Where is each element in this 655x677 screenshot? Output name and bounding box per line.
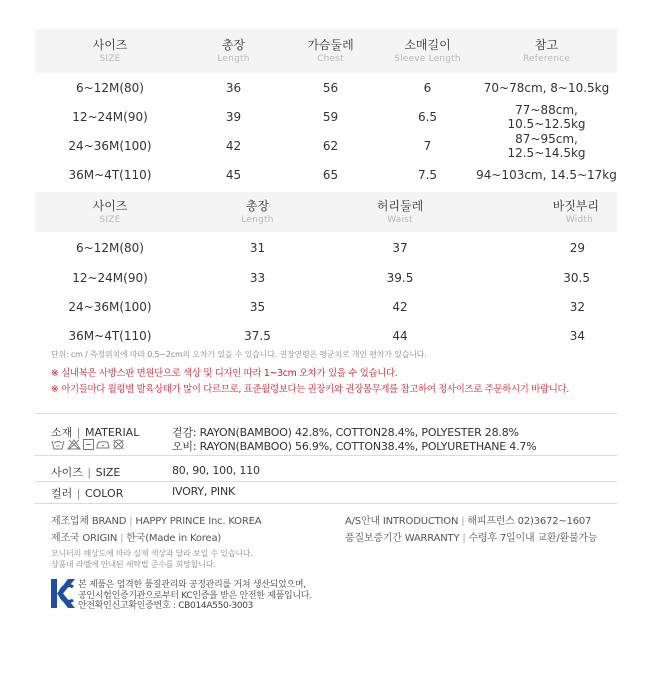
cell-length: 42 [225, 138, 242, 153]
cell-width: 34 [569, 328, 585, 343]
brand-info: 제조업체 BRAND | HAPPY PRINCE Inc. KOREA [51, 516, 262, 527]
origin-info: 제조국 ORIGIN | 한국(Made in Korea) [51, 533, 222, 544]
cell-reference: 87~95cm, 12.5~14.5kg [507, 131, 586, 160]
cell-width: 29 [569, 240, 585, 255]
size-value: 80, 90, 100, 110 [172, 464, 260, 477]
cell-chest: 56 [322, 80, 339, 95]
header-reference: 참고 Reference [476, 29, 617, 73]
cell-length: 35 [249, 299, 266, 314]
size-notes [51, 349, 631, 398]
color-label: 컬러 | COLOR [51, 487, 124, 500]
cell-length: 36 [225, 80, 242, 95]
cell-width: 32 [569, 299, 585, 314]
table-row [35, 102, 617, 131]
cell-size: 12~24M(90) [72, 109, 148, 124]
table-header-row [35, 29, 617, 73]
table-row [35, 160, 617, 189]
cell-width: 30.5 [563, 270, 590, 285]
bottom-size-table [35, 192, 617, 350]
cell-size: 6~12M(80) [76, 240, 144, 255]
header-size: 사이즈 SIZE [35, 192, 185, 232]
cell-size: 12~24M(90) [72, 270, 148, 285]
cell-length: 39 [225, 109, 242, 124]
cell-sleeve: 6.5 [417, 109, 438, 124]
header-chest: 가슴둘레 Chest [282, 29, 379, 73]
color-value: IVORY, PINK [172, 485, 236, 498]
as-info: A/S안내 INTRODUCTION | 해피프런스 02)3672~1607 [345, 516, 592, 527]
cell-chest: 62 [322, 138, 339, 153]
cell-length: 31 [249, 240, 266, 255]
monitor-note: 모니터의 해상도에 따라 실제 색상과 달라 보일 수 있습니다. [51, 549, 253, 558]
material-label: 소재 | MATERIAL [51, 426, 140, 439]
table-row [35, 263, 617, 292]
cell-length: 37.5 [244, 328, 271, 343]
divider [35, 481, 617, 482]
cell-reference: 94~103cm, 14.5~17kg [476, 167, 617, 182]
cell-size: 24~36M(100) [68, 299, 152, 314]
size-label: 사이즈 | SIZE [51, 466, 121, 479]
header-sleeve-length: 소매길이 Sleeve Length [379, 29, 476, 73]
header-length: 총장 Length [185, 29, 282, 73]
divider [35, 503, 617, 504]
cell-sleeve: 7 [423, 138, 432, 153]
hand-wash-icon [51, 439, 65, 450]
header-length: 총장 Length [185, 192, 330, 232]
cell-waist: 42 [392, 299, 408, 314]
warranty-info: 품질보증기간 WARRANTY | 수령후 7일이내 교환/환불가능 [345, 533, 598, 544]
cell-chest: 65 [322, 167, 339, 182]
cell-reference: 77~88cm, 10.5~12.5kg [507, 102, 586, 131]
table-row [35, 321, 617, 350]
cell-size: 36M~4T(110) [68, 167, 152, 182]
table-row [35, 292, 617, 321]
cell-chest: 59 [322, 109, 339, 124]
material-outer: 겉감: RAYON(BAMBOO) 42.8%, COTTON28.4%, POLYESTER 28.8% [172, 426, 519, 439]
laundry-note: 상품내 라벨에 안내된 세탁법 준수를 희망합니다. [51, 560, 216, 569]
cell-size: 36M~4T(110) [68, 328, 152, 343]
cell-sleeve: 7.5 [417, 167, 438, 182]
no-bleach-icon [67, 439, 81, 450]
divider [35, 455, 617, 456]
no-dry-clean-icon [112, 439, 125, 450]
sizing-warning: ※ 아기들마다 월령별 발육상태가 많이 다르므로, 표준월령보다는 권장키와 권장몸무게를 참고하여 정사이즈로 주문하시기 바랍니다. [51, 384, 569, 395]
table-row [35, 73, 617, 102]
cell-size: 6~12M(80) [76, 80, 144, 95]
material-trim: 오비: RAYON(BAMBOO) 56.9%, COTTON38.4%, POLYURETHANE 4.7% [172, 440, 537, 453]
kc-mark-icon [51, 579, 75, 608]
header-width: 바짓부리 Width [470, 192, 617, 232]
header-size: 사이즈 SIZE [35, 29, 185, 73]
cell-sleeve: 6 [423, 80, 432, 95]
table-row [35, 232, 617, 263]
header-waist: 허리둘레 Waist [330, 192, 470, 232]
cell-waist: 39.5 [386, 270, 414, 285]
cell-length: 33 [249, 270, 266, 285]
cell-size: 24~36M(100) [68, 138, 152, 153]
cell-waist: 44 [392, 328, 408, 343]
measurement-note: 단위: cm / 측정위치에 따라 0.5~2cm의 오차가 있을 수 있습니다. 권장연령은 평균치로 개인 편차가 있습니다. [51, 350, 427, 359]
kc-certification-text: 본 제품은 엄격한 품질관리와 공정관리를 거쳐 생산되었으며, 공인시험인증기관으로부터 KC인증을 받은 안전한 제품입니다. 안전확인신고확인증번호 : CB014A550-3003 [78, 580, 312, 611]
table-row [35, 131, 617, 160]
top-size-table [35, 29, 617, 189]
fabric-warning: ※ 실내복은 사방스판 면원단으로 색상 및 디자인 따라 1~3cm 오차가 있을 수 있습니다. [51, 368, 398, 379]
cell-waist: 37 [392, 240, 408, 255]
care-icons [51, 439, 125, 450]
dry-flat-icon [83, 439, 94, 450]
cell-reference: 70~78cm, 8~10.5kg [483, 80, 610, 95]
table-header-row [35, 192, 617, 232]
cell-length: 45 [225, 167, 242, 182]
divider [35, 413, 617, 414]
iron-low-icon [96, 439, 110, 450]
